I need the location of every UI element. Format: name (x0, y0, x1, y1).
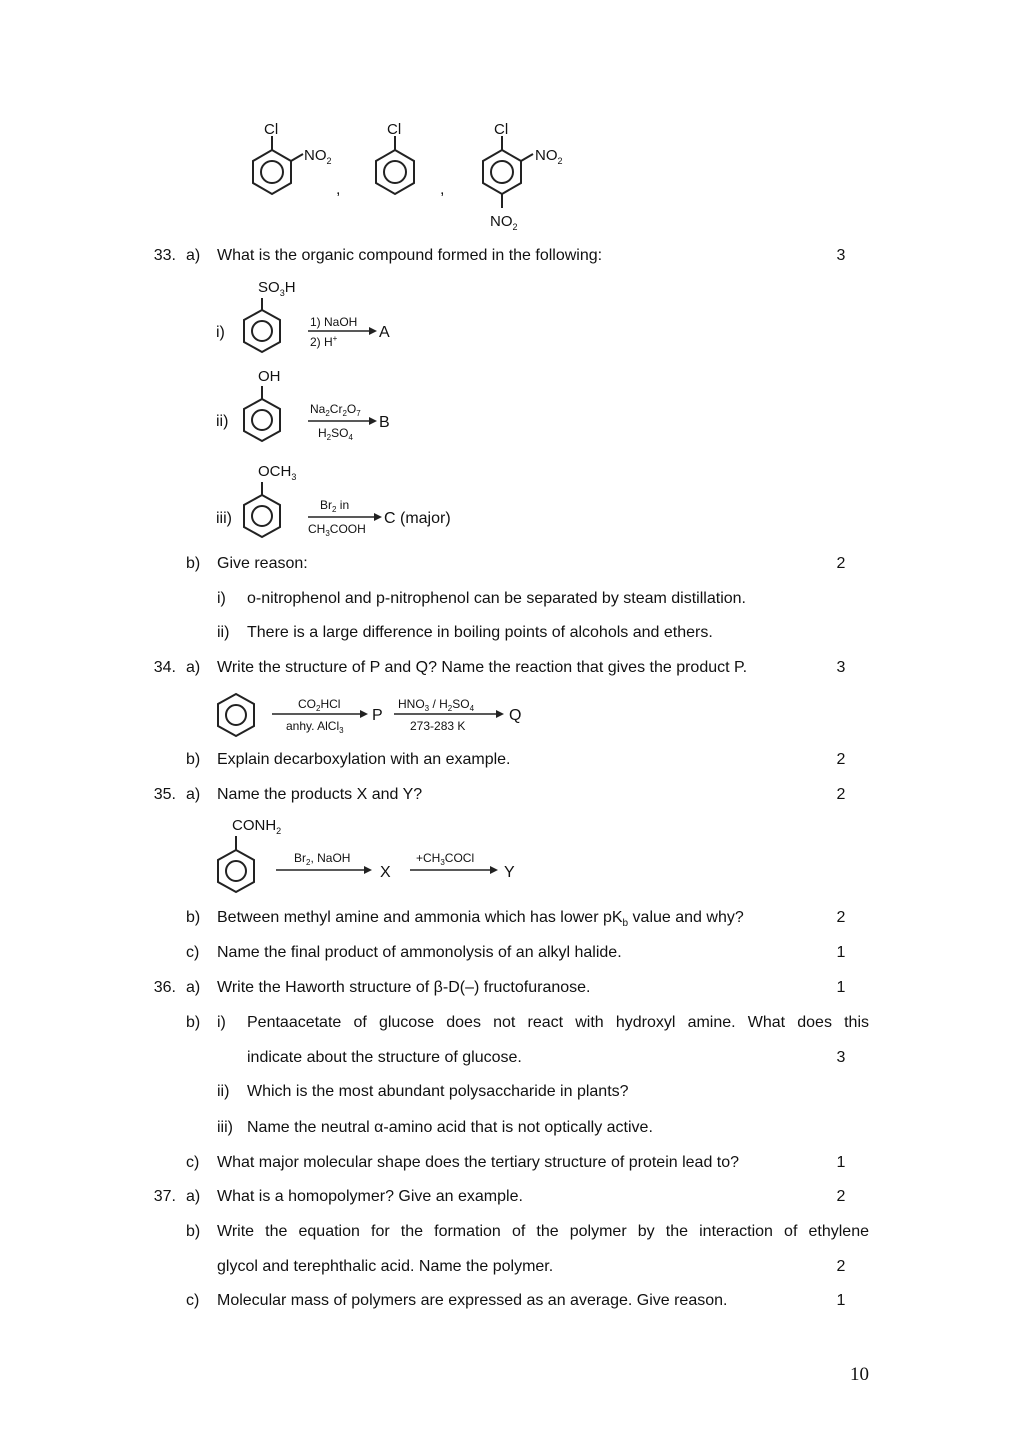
svg-text:1) NaOH: 1) NaOH (310, 315, 358, 329)
part-label: c) (186, 944, 200, 961)
dinitrochlorobenzene-structure (483, 121, 563, 232)
marks: 1 (836, 1292, 846, 1309)
product-y: Y (504, 864, 515, 881)
no2-label: NO (490, 213, 513, 230)
product-a: A (379, 324, 390, 341)
cl-label: Cl (494, 121, 509, 138)
part-label: a) (186, 979, 201, 996)
svg-text:NO2: $NO_2$ (535, 147, 563, 166)
product-x: X (380, 864, 391, 881)
svg-text:273-283 K: 273-283 K (410, 719, 466, 733)
subpart-label: i) (217, 1014, 226, 1031)
marks: 3 (836, 659, 846, 676)
subpart-label: iii) (217, 1119, 233, 1136)
o-chloronitrobenzene-structure (253, 121, 332, 194)
cl-label: Cl (387, 121, 402, 138)
product-b: B (379, 414, 390, 431)
svg-text:OCH3: $OCH_3$ (258, 463, 297, 482)
separator-comma: , (336, 181, 341, 198)
question-number: 34. (153, 659, 176, 676)
marks: 3 (836, 247, 846, 264)
question-text: Explain decarboxylation with an example. (217, 751, 511, 768)
cl-label: Cl (264, 121, 279, 138)
marks: 1 (836, 1154, 846, 1171)
part-label: b) (186, 555, 201, 572)
product-p: P (372, 707, 383, 724)
product-c: C (major) (384, 510, 451, 527)
subpart-text: Pentaacetate of glucose does not react with hydroxyl amine. What does this (247, 1014, 869, 1031)
question-text: Between methyl amine and ammonia which has lower $pK_b$ value and why? (217, 909, 744, 930)
svg-text:anhy. AlCl3: anhy. AlCl$_3$ (286, 719, 344, 735)
question-text-continued: glycol and terephthalic acid. Name the polymer. (217, 1258, 554, 1275)
question-text: Name the products X and Y? (217, 786, 423, 803)
separator-comma: , (440, 181, 445, 198)
reaction-i (216, 279, 390, 352)
svg-text:OH: OH (258, 368, 281, 385)
subpart-label: ii) (217, 624, 230, 641)
no2-label: NO (535, 147, 558, 164)
subpart-text: There is a large difference in boiling points of alcohols and ethers. (247, 624, 713, 641)
svg-text:iii): iii) (216, 510, 232, 527)
marks: 2 (836, 555, 846, 572)
svg-text:+CH3COCl: $+CH_3COCl$ (416, 851, 475, 867)
question-number: 36. (153, 979, 176, 996)
part-label: a) (186, 786, 201, 803)
part-label: b) (186, 909, 201, 926)
question-text: Write the Haworth structure of β-D(–) fructofuranose. (217, 979, 591, 996)
part-label: a) (186, 247, 201, 264)
svg-text:NO2: $NO_2$ (490, 213, 518, 232)
q35-reaction-scheme (214, 812, 524, 896)
subpart-text: o-nitrophenol and p-nitrophenol can be separated by steam distillation. (247, 590, 746, 607)
svg-text:CONH2: $CONH_2$ (232, 817, 282, 836)
q34-reaction-scheme (214, 690, 534, 742)
svg-text:HNO3 / H2SO4: $HNO_3 / H_2SO_4$ (398, 697, 475, 713)
svg-text:2) H+: 2) H+ (310, 334, 338, 349)
svg-text:NO2: $NO_2$ (304, 147, 332, 166)
part-label: c) (186, 1154, 200, 1171)
marks: 2 (836, 1188, 846, 1205)
question-text: What major molecular shape does the tertiary structure of protein lead to? (217, 1154, 740, 1171)
marks: 2 (836, 751, 846, 768)
marks: 2 (836, 786, 846, 803)
question-number: 33. (153, 247, 176, 264)
svg-text:H2SO4: $H_2SO_4$ (318, 426, 353, 442)
reaction-ii (216, 368, 390, 442)
marks: 2 (836, 1258, 846, 1275)
svg-text:CO2HCl: $CO_2HCl$ (298, 697, 341, 713)
reaction-iii (216, 463, 451, 538)
part-label: b) (186, 1014, 201, 1031)
q33-reaction-scheme (214, 272, 474, 542)
question-text: Give reason: (217, 555, 308, 572)
product-q: Q (509, 707, 522, 724)
subpart-label: ii) (217, 1083, 230, 1100)
subpart-label: i) (217, 590, 226, 607)
part-label: a) (186, 1188, 201, 1205)
subpart-text: Which is the most abundant polysaccharide in plants? (247, 1083, 629, 1100)
question-text: What is the organic compound formed in the following: (217, 247, 603, 264)
subpart-text-continued: indicate about the structure of glucose. (247, 1049, 522, 1066)
svg-text:SO3H: $SO_3H$ (258, 279, 296, 298)
marks: 1 (836, 944, 846, 961)
question-text: What is a homopolymer? Give an example. (217, 1188, 523, 1205)
marks: 1 (836, 979, 846, 996)
no2-label: NO (304, 147, 327, 164)
marks: 3 (836, 1049, 846, 1066)
part-label: b) (186, 1223, 201, 1240)
question-text: Name the final product of ammonolysis of an alkyl halide. (217, 944, 622, 961)
question-text: Write the structure of P and Q? Name the reaction that gives the product P. (217, 659, 748, 676)
part-label: b) (186, 751, 201, 768)
question-text: Write the equation for the formation of the polymer by the interaction of ethylene (217, 1223, 869, 1240)
chlorobenzene-structure (376, 121, 414, 194)
subpart-text: Name the neutral α-amino acid that is not optically active. (247, 1119, 653, 1136)
part-label: a) (186, 659, 201, 676)
marks: 2 (836, 909, 846, 926)
part-label: c) (186, 1292, 200, 1309)
page-number: 10 (850, 1364, 869, 1385)
svg-text:CH3COOH: $CH_3COOH$ (308, 522, 366, 538)
question-number: 35. (153, 786, 176, 803)
top-structures (240, 118, 580, 236)
svg-text:Br2, NaOH: $Br_2$, NaOH (294, 851, 351, 867)
svg-text:Na2Cr2O7: $Na_2Cr_2O_7$ (310, 402, 361, 418)
svg-text:Br2 in: $Br_2$ in (320, 498, 350, 514)
svg-text:ii): ii) (216, 413, 229, 430)
svg-text:i): i) (216, 324, 225, 341)
question-number: 37. (153, 1188, 176, 1205)
question-text: Molecular mass of polymers are expressed as an average. Give reason. (217, 1292, 728, 1309)
